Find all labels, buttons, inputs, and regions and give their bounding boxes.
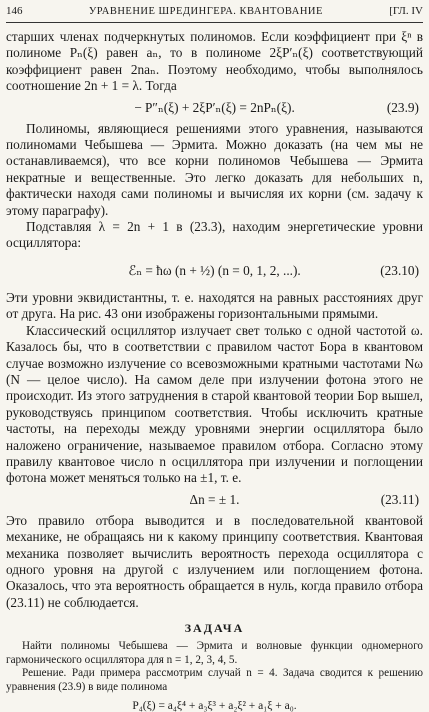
paragraph-2: Полиномы, являющиеся решениями этого уравнения, называются полиномами Чебышева — Эрмита. Можно доказать (на чем мы не останавливаемся), что все корни полиномов Чебышева — Эрмита некратные и вещественные. Это легко доказать для небольших n, фактически находя сами полиномы и вычисляя их корни (см. задачу к этому параграфу). (6, 120, 423, 218)
paragraph-5: Классический осциллятор излучает свет только с одной частотой ω. Казалось бы, что в соответствии с правилом частот Бора в квантовом случае возможно излучение со всевозможными кратными частотами Nω (N — целое число). На самом деле при излучении фотона этого не происходит. Из этого затруднения в старой квантовой теории Бор вышел, руководствуясь принципом соответствия. Чтобы исключить кратные частоты, на переходы между уровнями энергии осциллятора было наложено ограничение, называемое правилом отбора. Согласно этому правилу квантовое число n осциллятора при излучении и поглощении фотона может меняться только на ±1, т. е. (6, 322, 423, 486)
problem-formula: P₄(ξ) = a₄ξ⁴ + a₃ξ³ + a₂ξ² + a₁ξ + a₀. (132, 700, 297, 712)
problem-title: ЗАДАЧА (184, 621, 245, 636)
equation-23-9 (6, 97, 423, 119)
paragraph-4: Эти уровни эквидистантны, т. е. находятся на равных расстояниях друг от друга. На рис. 43 они изображены горизонтальными прямыми. (6, 289, 423, 322)
paragraph-3: Подставляя λ = 2n + 1 в (23.3), находим энергетические уровни осциллятора: (6, 219, 423, 251)
page-number: 146 (6, 5, 23, 17)
equation-23-10 (6, 254, 423, 288)
equation-23-11 (6, 489, 423, 511)
equation-23-11-number: (23.11) (380, 491, 419, 507)
problem-statement: Найти полиномы Чебышева — Эрмита и волновые функции одномерного гармонического осциллятора для n = 1, 2, 3, 4, 5. (6, 640, 423, 666)
equation-23-9-number: (23.9) (386, 99, 419, 115)
equation-23-10-number: (23.10) (380, 262, 419, 278)
running-title: УРАВНЕНИЕ ШРЕДИНГЕРА. КВАНТОВАНИЕ (88, 5, 323, 17)
paragraph-1: старших членах подчеркнутых полиномов. Если коэффициент при ξⁿ в полиноме Pₙ(ξ) равен aₙ, то в полиноме 2ξP′ₙ(ξ) соответствующий коэффициент равен 2naₙ. Поэтому необходимо, чтобы выполнялось соотношение 2n + 1 = λ. Тогда (6, 29, 423, 94)
equation-23-10-body: ℰₙ = ħω (n + ½) (n = 0, 1, 2, ...). (128, 262, 301, 278)
equation-23-11-body: Δn = ± 1. (189, 491, 240, 507)
page-header (6, 0, 423, 23)
equation-23-9-body: − P″ₙ(ξ) + 2ξP′ₙ(ξ) = 2nPₙ(ξ). (134, 99, 295, 115)
chapter-label: [ГЛ. IV (389, 5, 423, 17)
paragraph-6: Это правило отбора выводится и в последовательной квантовой механике, не обращаясь ни к какому принципу соответствия. Квантовая механика позволяет вычислить вероятность перехода осциллятора с одного уровня на другой с излучением или поглощением фотона. Оказалось, что эта вероятность обращается в нуль, когда правило отбора (23.11) не соблюдается. (6, 512, 423, 610)
problem-solution: Решение. Ради примера рассмотрим случай n = 4. Задача сводится к решению уравнения (23.9) в виде полинома (6, 667, 423, 693)
